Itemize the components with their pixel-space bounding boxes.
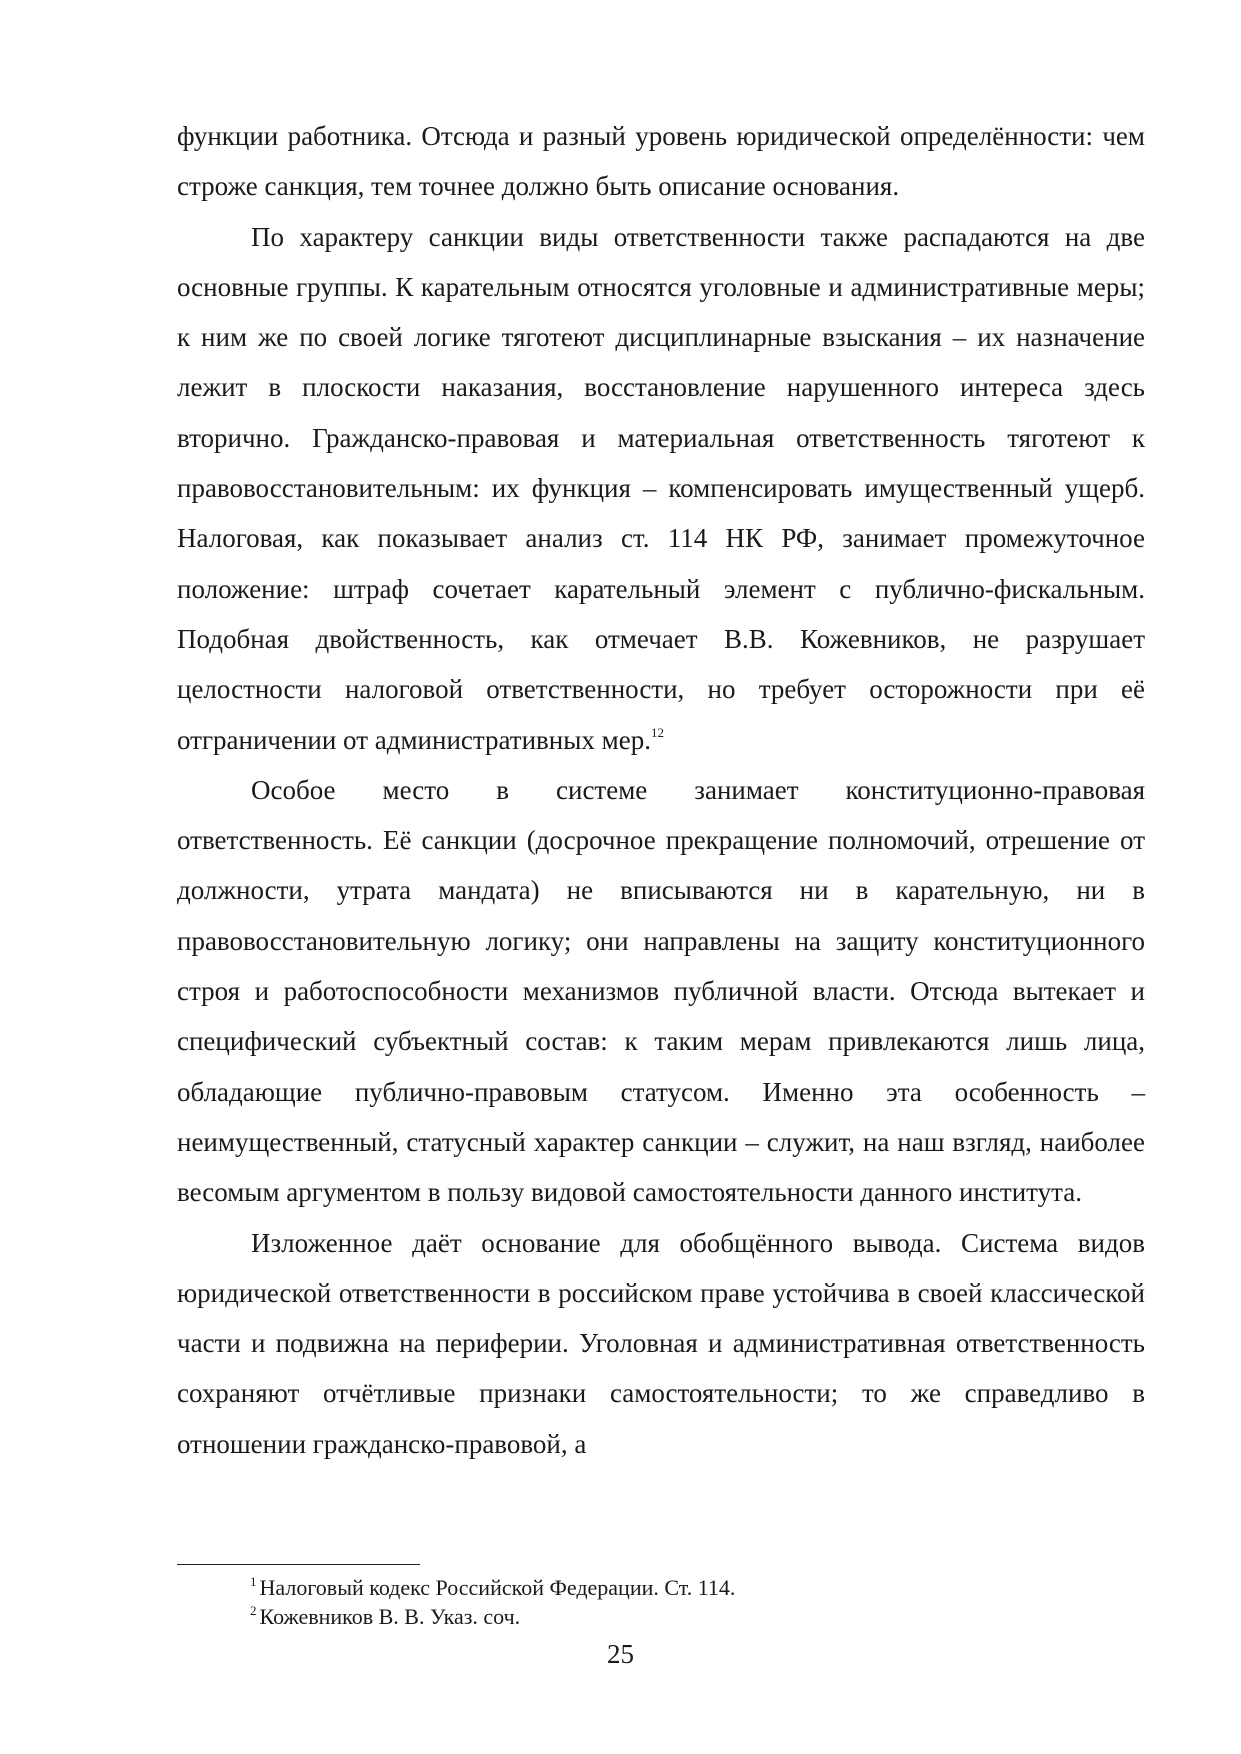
body-text [177,111,1145,1469]
paragraph-3-text: Особое место в системе занимает конституционно-правовая ответственность. Её санкции (досрочное прекращение полномочий, отрешение от должности, утрата мандата) не вписываются ни в карательную, ни в правовосстановительную логику; они направлены на защиту конституционного строя и работоспособности механизмов публичной власти. Отсюда вытекает и специфический субъектный состав: к таким мерам привлекаются лишь лица, обладающие публично-правовым статусом. Именно эта особенность – неимущественный, статусный характер санкции – служит, на наш взгляд, наиболее весомым аргументом в пользу видовой самостоятельности данного института. [177,774,1145,1208]
paragraph-4 [177,1218,1145,1469]
footnote-2-text: Кожевников В. В. Указ. соч. [259,1604,521,1629]
footnote-separator [177,1564,420,1565]
footnote-reference[interactable]: 12 [650,724,664,740]
paragraph-4-text: Изложенное даёт основание для обобщённого вывода. Система видов юридической ответственности в российском праве устойчива в своей классической части и подвижна на периферии. Уголовная и административная ответственность сохраняют отчётливые признаки самостоятельности; то же справедливо в отношении гражданско-правовой, а [177,1227,1145,1459]
footnote-2 [250,1602,1130,1631]
footnote-2-mark: 2 [250,1603,257,1618]
page-number: 25 [607,1639,634,1669]
paragraph-1 [177,111,1145,212]
footnotes [250,1573,1130,1631]
paragraph-1-text: функции работника. Отсюда и разный уровень юридической определённости: чем строже санкция, тем точнее должно быть описание основания. [177,121,1145,202]
paragraph-2 [177,212,1145,765]
footnote-1-mark: 1 [250,1574,257,1589]
paragraph-2-text: По характеру санкции виды ответственности также распадаются на две основные группы. К карательным относятся уголовные и административные меры; к ним же по своей логике тяготеют дисциплинарные взыскания – их назначение лежит в плоскости наказания, восстановление нарушенного интереса здесь вторично. Гражданско-правовая и материальная ответственность тяготеют к правовосстановительным: их функция – компенсировать имущественный ущерб. Налоговая, как показывает анализ ст. 114 НК РФ, занимает промежуточное положение: штраф сочетает карательный элемент с публично-фискальным. Подобная двойственность, как отмечает В.В. Кожевников, не разрушает целостности налоговой ответственности, но требует осторожности при её отграничении от административных мер. [177,221,1145,755]
footnote-1 [250,1573,1130,1602]
footnote-1-text: Налоговый кодекс Российской Федерации. Ст. 114. [259,1575,736,1600]
paragraph-3 [177,765,1145,1218]
